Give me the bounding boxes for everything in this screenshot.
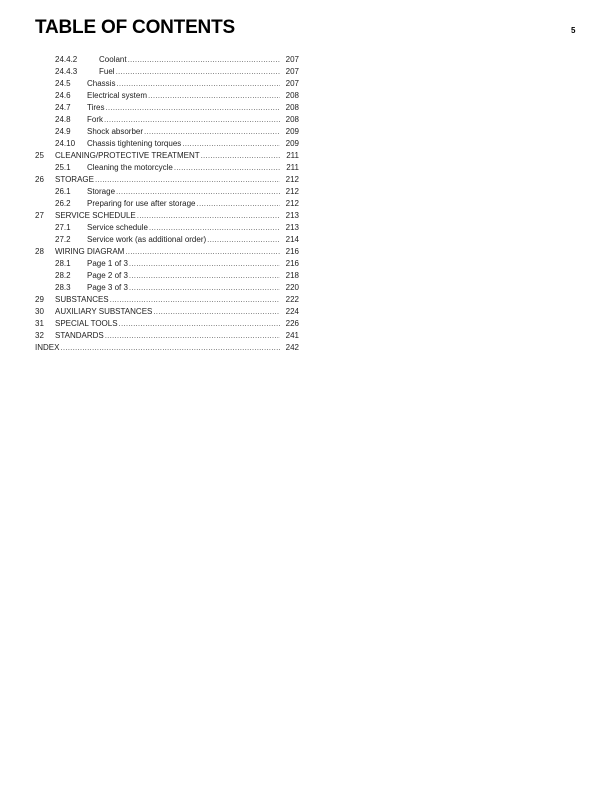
toc-entry-number: 32 <box>35 331 44 340</box>
toc-entry-title[interactable]: Page 2 of 3 <box>87 271 128 280</box>
dot-leader <box>116 66 280 78</box>
toc-entry-number: 24.5 <box>55 79 71 88</box>
toc-entry-title-with-leader <box>55 318 280 330</box>
toc-entry[interactable] <box>0 162 612 174</box>
toc-entry-title[interactable]: Cleaning the motorcycle <box>87 163 173 172</box>
toc-entry-title[interactable]: Storage <box>87 187 116 196</box>
toc-entry-page[interactable]: 242 <box>285 343 299 352</box>
toc-entry-title[interactable]: WIRING DIAGRAM <box>55 247 125 256</box>
toc-entry-title[interactable]: AUXILIARY SUBSTANCES <box>55 307 153 316</box>
toc-entry-page[interactable]: 211 <box>286 163 299 172</box>
toc-entry-page[interactable]: 214 <box>285 235 299 244</box>
toc-entry-page[interactable]: 207 <box>285 79 299 88</box>
dot-leader <box>137 210 280 222</box>
dot-leader <box>182 138 280 150</box>
toc-entry-page[interactable]: 241 <box>285 331 299 340</box>
toc-entry-page[interactable]: 207 <box>285 55 299 64</box>
dot-leader <box>95 174 280 186</box>
toc-entry-title-with-leader <box>87 186 280 198</box>
toc-entry[interactable] <box>0 234 612 246</box>
dot-leader <box>116 186 280 198</box>
toc-entry[interactable] <box>0 270 612 282</box>
toc-entry[interactable] <box>0 330 612 342</box>
toc-entry-page[interactable]: 216 <box>285 259 299 268</box>
toc-entry-title[interactable]: Fork <box>87 115 103 124</box>
toc-entry[interactable] <box>0 246 612 258</box>
toc-entry-title-with-leader <box>55 306 280 318</box>
toc-entry[interactable] <box>0 66 612 78</box>
toc-entry-number: 26 <box>35 175 44 184</box>
toc-entry[interactable] <box>0 186 612 198</box>
toc-entry-number: 24.7 <box>55 103 71 112</box>
dot-leader <box>144 126 280 138</box>
toc-entry-title[interactable]: Tires <box>87 103 105 112</box>
toc-entry-page[interactable]: 207 <box>285 67 299 76</box>
toc-entry-number: 26.1 <box>55 187 71 196</box>
toc-entry[interactable] <box>0 318 612 330</box>
toc-entry-page[interactable]: 224 <box>285 307 299 316</box>
toc-entry-title[interactable]: Page 3 of 3 <box>87 283 128 292</box>
toc-entry-number: 31 <box>35 319 44 328</box>
toc-entry-title[interactable]: Chassis tightening torques <box>87 139 182 148</box>
toc-entry-page[interactable]: 208 <box>285 103 299 112</box>
toc-entry-title[interactable]: Page 1 of 3 <box>87 259 128 268</box>
toc-entry-title[interactable]: Service schedule <box>87 223 148 232</box>
toc-entry-title[interactable]: Chassis <box>87 79 116 88</box>
toc-entry-title[interactable]: STANDARDS <box>55 331 104 340</box>
dot-leader <box>197 198 280 210</box>
toc-entry-title-with-leader <box>55 210 280 222</box>
toc-entry[interactable] <box>0 90 612 102</box>
page-number: 5 <box>571 26 576 35</box>
toc-entry[interactable] <box>0 210 612 222</box>
toc-entry-page[interactable]: 216 <box>285 247 299 256</box>
toc-entry-title-with-leader <box>87 258 280 270</box>
dot-leader <box>129 258 280 270</box>
toc-entry-number: 27.2 <box>55 235 71 244</box>
toc-entry-title[interactable]: Shock absorber <box>87 127 144 136</box>
toc-entry-title[interactable]: SERVICE SCHEDULE <box>55 211 136 220</box>
dot-leader <box>149 222 280 234</box>
toc-entry-number: 24.4.3 <box>55 67 78 76</box>
toc-entry-page[interactable]: 211 <box>286 151 299 160</box>
toc-entry-title-with-leader <box>87 270 280 282</box>
toc-entry-page[interactable]: 226 <box>285 319 299 328</box>
toc-entry-page[interactable]: 212 <box>285 175 299 184</box>
toc-entry-title[interactable]: INDEX <box>35 343 60 352</box>
dot-leader <box>128 54 280 66</box>
toc-entry-title[interactable]: Preparing for use after storage <box>87 199 196 208</box>
dot-leader <box>207 234 280 246</box>
toc-entry[interactable] <box>0 282 612 294</box>
dot-leader <box>129 282 280 294</box>
toc-entry-title-with-leader <box>87 102 280 114</box>
dot-leader <box>125 246 280 258</box>
toc-entry[interactable] <box>0 138 612 150</box>
toc-entry-page[interactable]: 208 <box>285 115 299 124</box>
toc-entry-number: 24.10 <box>55 139 76 148</box>
toc-entry-title[interactable]: Service work (as additional order) <box>87 235 207 244</box>
toc-entry-page[interactable]: 213 <box>285 223 299 232</box>
toc-entry-title-with-leader <box>87 162 280 174</box>
toc-entry-number: 28.1 <box>55 259 71 268</box>
toc-entry[interactable] <box>0 294 612 306</box>
dot-leader <box>201 150 280 162</box>
toc-entry[interactable] <box>0 150 612 162</box>
dot-leader <box>119 318 280 330</box>
toc-entry-page[interactable]: 218 <box>285 271 299 280</box>
toc-entry-title-with-leader <box>87 126 280 138</box>
toc-entry-title-with-leader <box>87 138 280 150</box>
toc-entry-number: 24.6 <box>55 91 71 100</box>
toc-entry-title-with-leader <box>99 66 280 78</box>
toc-entry-title-with-leader <box>87 198 280 210</box>
toc-entry[interactable] <box>0 54 612 66</box>
dot-leader <box>129 270 280 282</box>
toc-entry[interactable] <box>0 126 612 138</box>
toc-entry-page[interactable]: 208 <box>285 91 299 100</box>
toc-entry-title-with-leader <box>55 174 280 186</box>
toc-entry-title-with-leader <box>55 246 280 258</box>
toc-entry-number: 30 <box>35 307 44 316</box>
toc-entry[interactable] <box>0 114 612 126</box>
toc-entry-number: 26.2 <box>55 199 71 208</box>
toc-entry[interactable] <box>0 78 612 90</box>
toc-entry-page[interactable]: 212 <box>285 199 299 208</box>
toc-entry-number: 25 <box>35 151 44 160</box>
toc-entry-title[interactable]: CLEANING/PROTECTIVE TREATMENT <box>55 151 200 160</box>
toc-entry[interactable] <box>0 342 612 354</box>
toc-entry-number: 27.1 <box>55 223 71 232</box>
toc-entry-title[interactable]: SPECIAL TOOLS <box>55 319 118 328</box>
toc-entry-page[interactable]: 209 <box>285 139 299 148</box>
dot-leader <box>105 102 280 114</box>
dot-leader <box>105 330 280 342</box>
page-title: TABLE OF CONTENTS <box>35 17 235 38</box>
toc-entry-title-with-leader <box>99 54 280 66</box>
dot-leader <box>148 90 280 102</box>
toc-entry-page[interactable]: 220 <box>285 283 299 292</box>
toc-entry-page[interactable]: 222 <box>285 295 299 304</box>
toc-entry-number: 29 <box>35 295 44 304</box>
toc-entry-title[interactable]: STORAGE <box>55 175 94 184</box>
toc-entry-page[interactable]: 209 <box>285 127 299 136</box>
toc-entry-page[interactable]: 213 <box>285 211 299 220</box>
toc-entry-title-with-leader <box>87 234 280 246</box>
toc-entry[interactable] <box>0 174 612 186</box>
toc-entry-number: 24.8 <box>55 115 71 124</box>
dot-leader <box>60 342 280 354</box>
toc-entry-title-with-leader <box>87 222 280 234</box>
toc-entry-number: 28.2 <box>55 271 71 280</box>
dot-leader <box>174 162 280 174</box>
toc-entry-title[interactable]: Fuel <box>99 67 115 76</box>
toc-entry-number: 28.3 <box>55 283 71 292</box>
toc-entry-title-with-leader <box>35 342 280 354</box>
toc-entry[interactable] <box>0 198 612 210</box>
toc-entry-title-with-leader <box>87 78 280 90</box>
toc-entry-title-with-leader <box>87 114 280 126</box>
toc-entry-number: 24.9 <box>55 127 71 136</box>
toc-entry-number: 27 <box>35 211 44 220</box>
toc-entry-number: 25.1 <box>55 163 71 172</box>
toc-entry-title-with-leader <box>55 330 280 342</box>
dot-leader <box>153 306 280 318</box>
dot-leader <box>116 78 280 90</box>
toc-entry-number: 24.4.2 <box>55 55 78 64</box>
toc-entry[interactable] <box>0 258 612 270</box>
dot-leader <box>104 114 280 126</box>
toc-entry-title-with-leader <box>55 150 280 162</box>
toc-entry-title[interactable]: Coolant <box>99 55 127 64</box>
toc-entry[interactable] <box>0 102 612 114</box>
dot-leader <box>110 294 280 306</box>
toc-entry[interactable] <box>0 306 612 318</box>
toc-entry-number: 28 <box>35 247 44 256</box>
toc-entry-page[interactable]: 212 <box>285 187 299 196</box>
toc-entry[interactable] <box>0 222 612 234</box>
toc-entry-title[interactable]: Electrical system <box>87 91 148 100</box>
toc-entry-title[interactable]: SUBSTANCES <box>55 295 109 304</box>
toc-entry-title-with-leader <box>87 90 280 102</box>
toc-entry-title-with-leader <box>55 294 280 306</box>
toc-entry-title-with-leader <box>87 282 280 294</box>
